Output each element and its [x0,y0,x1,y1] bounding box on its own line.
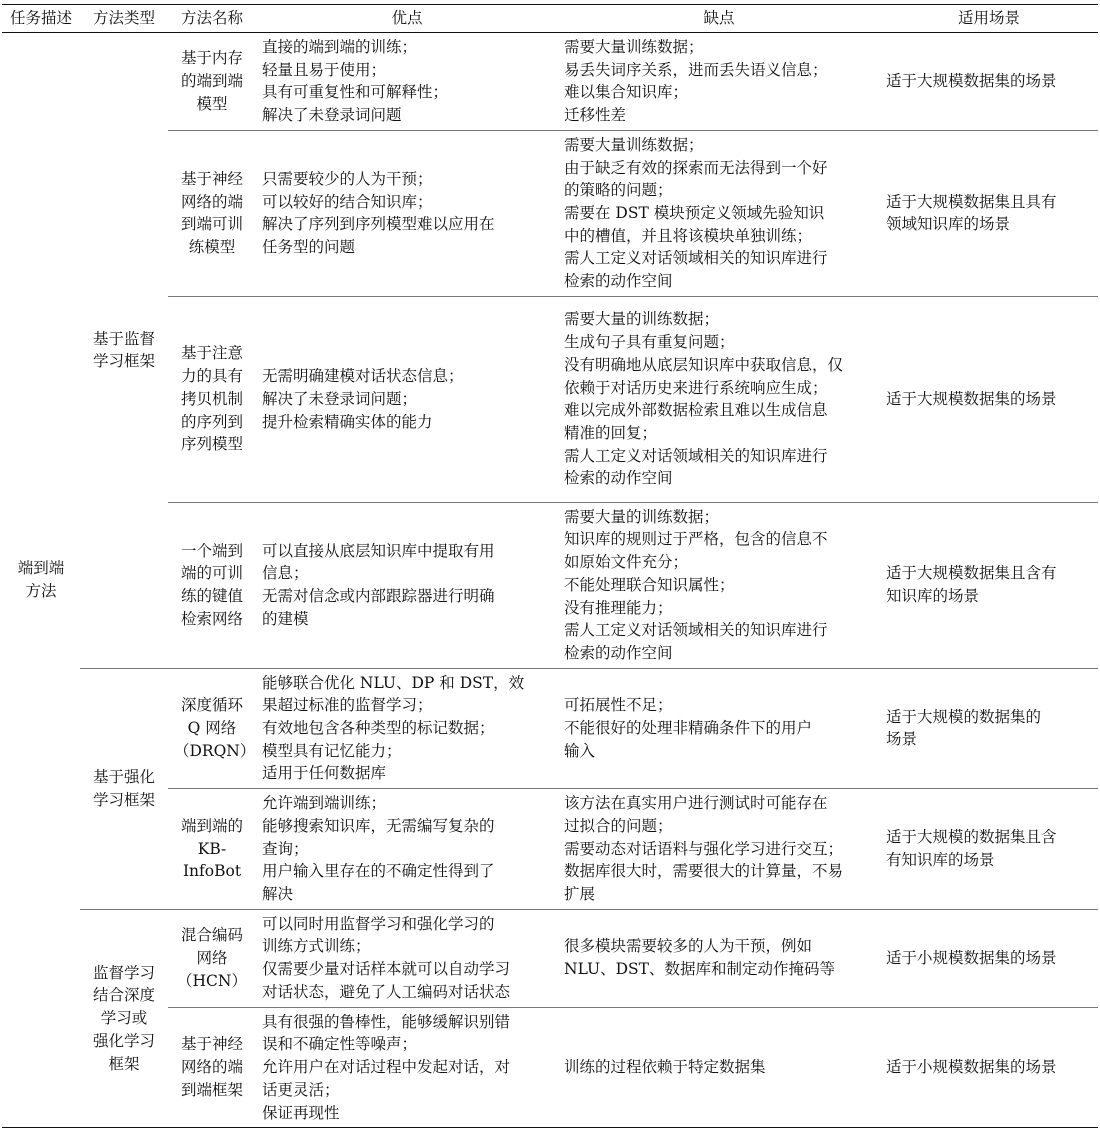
cell-line: 扩展 [564,884,596,903]
cell-line: 结合深度 [92,986,155,1005]
scene-cell [880,502,1098,668]
cell-line: 保证再现性 [262,1103,340,1122]
cell-line: 模型 [196,94,228,113]
cell-line: 需要大量训练数据； [564,135,704,154]
cell-line: 允许端到端训练； [262,794,387,813]
method-type-cell [80,33,168,669]
cell-line: （HCN） [177,971,247,990]
cell-line: 端到端的 [180,816,243,835]
cell-line: 中的槽值，并且将该模块单独训练； [564,226,813,245]
pros-cell [256,296,558,502]
cell-line: 场景 [886,730,918,749]
scene-cell [880,789,1098,910]
cell-line: NLU、DST、数据库和制定动作掩码等 [564,960,835,979]
pros-cell [256,909,558,1007]
cell-line: 拷贝机制 [180,389,243,408]
cell-line: 需要大量的训练数据； [564,310,720,329]
cell-line: 不能很好的处理非精确条件下的用户 [564,719,813,738]
cons-cell [558,668,880,789]
cell-line: 练模型 [188,237,236,256]
cell-line: 端到端 [17,559,65,578]
cell-line: 具有很强的鲁棒性，能够缓解识别错 [262,1012,511,1031]
cell-line: 的策略的问题； [564,181,673,200]
cell-line: 适于大规模的数据集且含 [886,828,1057,847]
cell-line: 需要大量训练数据； [564,38,704,56]
cell-line: 需人工定义对话领域相关的知识库进行 [564,621,828,640]
cell-line: 仅需要少量对话样本就可以自动学习 [262,960,511,979]
pros-cell [256,33,558,131]
cell-line: 序列模型 [180,435,243,454]
cell-line: 生成句子具有重复问题； [564,333,735,352]
cell-line: 框架 [108,1054,140,1073]
cell-line: 提升检索精确实体的能力 [262,412,433,431]
cell-line: 深度循环 [180,696,243,715]
table-row [2,909,1098,1007]
header-pros: 优点 [256,5,558,33]
cell-line: 能够联合优化 NLU、DP 和 DST，效 [262,673,525,692]
scene-cell [880,33,1098,131]
cell-line: 训练的过程依赖于特定数据集 [564,1058,766,1077]
cell-line: 知识库的规则过于严格，包含的信息不 [564,530,828,549]
method-name-cell [168,909,256,1007]
cell-line: 适于小规模数据集的场景 [886,1058,1057,1077]
header-row [2,5,1098,33]
cell-line: 方法 [25,582,57,601]
cell-line: 的建模 [262,609,309,628]
scene-cell [880,909,1098,1007]
cell-line: 监督学习 [92,963,155,982]
cell-line: 迁移性差 [564,106,627,125]
cell-line: 需要在 DST 模块预定义领域先验知识 [564,203,825,222]
cell-line: 不能处理联合知识属性； [564,575,735,594]
cell-line: 强化学习 [92,1031,155,1050]
cell-line: 可拓展性不足； [564,696,673,715]
pros-cell [256,668,558,789]
cell-line: 对话状态，避免了人工编码对话状态 [262,982,511,1001]
cell-line: 有知识库的场景 [886,850,995,869]
table-row [2,33,1098,131]
cell-line: 适于大规模数据集且具有 [886,192,1057,211]
table-row [2,668,1098,789]
scene-cell [880,296,1098,502]
cell-line: 轻量且易于使用； [262,60,387,79]
cell-line: 的序列到 [180,412,243,431]
cell-line: 需人工定义对话领域相关的知识库进行 [564,249,828,268]
cell-line: 的端到端 [180,72,243,91]
cell-line: 网络的端 [180,1058,243,1077]
cell-line: 具有可重复性和可解释性； [262,83,449,102]
cons-cell [558,789,880,910]
cell-line: 解决 [262,884,294,903]
cell-line: Q 网络 [187,719,237,738]
cell-line: 基于监督 [92,329,155,348]
cell-line: 一个端到 [180,541,243,560]
method-name-cell [168,130,256,296]
cell-line: 基于神经 [180,1035,243,1054]
cell-line: 依赖于对话历史来进行系统响应生成； [564,378,828,397]
cell-line: 数据库很大时，需要很大的计算量，不易 [564,862,844,881]
cell-line: 用户输入里存在的不确定性得到了 [262,862,495,881]
method-name-cell [168,502,256,668]
cell-line: 难以完成外部数据检索且难以生成信息 [564,401,828,420]
header-cons: 缺点 [558,5,880,33]
cell-line: 学习或 [100,1009,148,1028]
cell-line: 查询； [262,839,309,858]
cell-line: 模型具有记忆能力； [262,741,402,760]
cell-line: 需要动态对话语料与强化学习进行交互； [564,839,844,858]
cell-line: 过拟合的问题； [564,816,673,835]
task-cell [2,33,80,1128]
scene-cell [880,668,1098,789]
method-name-cell [168,668,256,789]
cell-line: （DRQN） [174,741,256,760]
cell-line: 基于强化 [92,767,155,786]
cell-line: 知识库的场景 [886,587,980,606]
cell-line: 允许用户在对话过程中发起对话，对 [262,1058,511,1077]
method-name-cell [168,296,256,502]
cell-line: 适于大规模数据集且含有 [886,564,1057,583]
cell-line: 到端可训 [180,215,243,234]
cell-line: 话更灵活； [262,1080,340,1099]
cell-line: 没有明确地从底层知识库中获取信息，仅 [564,355,844,374]
cons-cell [558,130,880,296]
cell-line: 无需对信念或内部跟踪器进行明确 [262,587,495,606]
cell-line: 能够搜索知识库，无需编写复杂的 [262,816,495,835]
cell-line: 网络 [196,948,228,967]
cell-line: 适于大规模的数据集的 [886,707,1042,726]
cons-cell [558,33,880,131]
cell-line: 由于缺乏有效的探索而无法得到一个好 [564,158,828,177]
cell-line: 适于小规模数据集的场景 [886,948,1057,967]
cell-line: 输入 [564,741,596,760]
method-name-cell [168,789,256,910]
cell-line: 难以集合知识库； [564,83,689,102]
cell-line: 适用于任何数据库 [262,764,387,783]
cell-line: 基于注意 [180,344,243,363]
cell-line: 任务型的问题 [262,237,356,256]
cell-line: 需人工定义对话领域相关的知识库进行 [564,446,828,465]
cons-cell [558,909,880,1007]
cell-line: 检索的动作空间 [564,469,673,488]
cell-line: 解决了未登录词问题 [262,106,402,125]
cell-line: 需要大量的训练数据； [564,507,720,526]
header-task: 任务描述 [2,5,80,33]
pros-cell [256,789,558,910]
cell-line: 训练方式训练； [262,937,371,956]
cons-cell [558,296,880,502]
method-type-cell [80,909,168,1128]
cell-line: 易丢失词序关系，进而丢失语义信息； [564,60,828,79]
cell-line: 网络的端 [180,192,243,211]
cell-line: 解决了序列到序列模型难以应用在 [262,215,495,234]
cell-line: 无需明确建模对话状态信息； [262,367,464,386]
cell-line: 检索的动作空间 [564,643,673,662]
cell-line: 端的可训 [180,564,243,583]
method-type-cell [80,668,168,909]
cell-line: 练的键值 [180,587,243,606]
cell-line: KB-InfoBot [182,839,242,881]
cell-line: 基于内存 [180,49,243,68]
cell-line: 适于大规模数据集的场景 [886,389,1057,408]
cell-line: 力的具有 [180,367,243,386]
cell-line: 有效地包含各种类型的标记数据； [262,719,495,738]
cell-line: 检索网络 [180,609,243,628]
cell-line: 没有推理能力； [564,598,673,617]
pros-cell [256,502,558,668]
cell-line: 到端框架 [180,1080,243,1099]
cell-line: 精准的回复； [564,423,658,442]
header-scene: 适用场景 [880,5,1098,33]
cell-line: 领域知识库的场景 [886,215,1011,234]
pros-cell [256,130,558,296]
cell-line: 该方法在真实用户进行测试时可能存在 [564,794,828,813]
cell-line: 混合编码 [180,926,243,945]
cell-line: 误和不确定性等噪声； [262,1035,418,1054]
cell-line: 解决了未登录词问题； [262,389,418,408]
cons-cell [558,502,880,668]
cell-line: 如原始文件充分； [564,553,689,572]
methods-table [2,4,1098,1128]
header-method-name: 方法名称 [168,5,256,33]
cell-line: 信息； [262,564,309,583]
cell-line: 检索的动作空间 [564,272,673,291]
cell-line: 果超过标准的监督学习； [262,696,433,715]
cell-line: 只需要较少的人为干预； [262,169,433,188]
cell-line: 可以同时用监督学习和强化学习的 [262,914,495,933]
cell-line: 可以直接从底层知识库中提取有用 [262,541,495,560]
cell-line: 学习框架 [92,352,155,371]
cell-line: 直接的端到端的训练； [262,38,418,56]
cell-line: 适于大规模数据集的场景 [886,72,1057,91]
cell-line: 基于神经 [180,169,243,188]
cell-line: 很多模块需要较多的人为干预，例如 [564,937,813,956]
scene-cell [880,130,1098,296]
method-name-cell [168,33,256,131]
cell-line: 学习框架 [92,790,155,809]
cell-line: 可以较好的结合知识库； [262,192,433,211]
header-method-type: 方法类型 [80,5,168,33]
